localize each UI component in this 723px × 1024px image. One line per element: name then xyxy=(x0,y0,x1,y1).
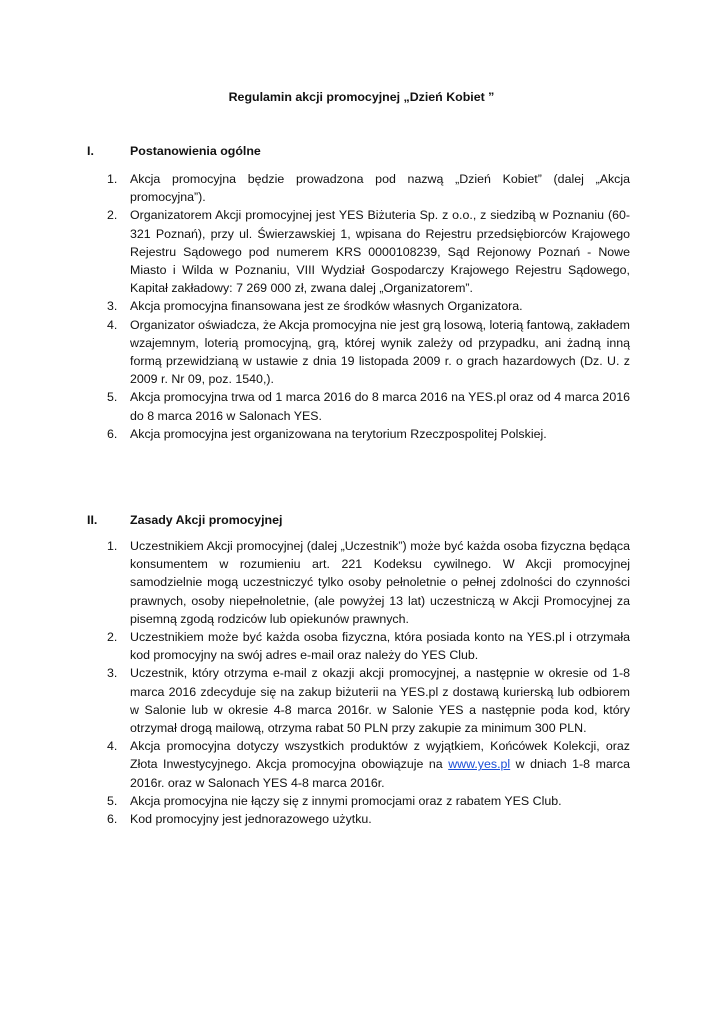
list-item-text: Organizatorem Akcji promocyjnej jest YES Biżuteria Sp. z o.o., z siedzibą w Poznaniu (60-321 Poznań), przy ul. Świerzawskiej 1, wpisana do Rejestru przedsiębiorców Krajowego Rejestru Sądowego pod numerem KRS 0000108239, Sąd Rejonowy Poznań - Nowe Miasto i Wilda w Poznaniu, VIII Wydział Gospodarczy Krajowego Rejestru Sądowego, Kapitał zakładowy: 7 269 000 zł, zwana dalej „Organizatorem”. xyxy=(130,208,630,296)
list-item xyxy=(102,388,630,424)
list-marker: 2. xyxy=(107,208,118,223)
list-item-text: Akcja promocyjna trwa od 1 marca 2016 do 8 marca 2016 na YES.pl oraz od 4 marca 2016 do 8 marca 2016 w Salonach YES. xyxy=(130,390,630,423)
list-item-text xyxy=(130,737,630,792)
list-item xyxy=(102,537,630,628)
list-item-text-after-link: w dniach 1-8 marca 2016r. oraz w Salonach YES 4-8 marca 2016r. xyxy=(130,757,630,790)
list-item-text: Akcja promocyjna jest organizowana na terytorium Rzeczpospolitej Polskiej. xyxy=(130,426,547,441)
list-item-text: Akcja promocyjna finansowana jest ze środków własnych Organizatora. xyxy=(130,299,523,314)
list-item xyxy=(102,664,630,737)
list-item xyxy=(102,297,630,315)
list-item xyxy=(102,170,630,206)
section-number: II. xyxy=(87,513,98,527)
list-marker: 5. xyxy=(107,793,118,808)
list-marker: 3. xyxy=(107,299,118,314)
list-item-text: Kod promocyjny jest jednorazowego użytku. xyxy=(130,812,372,827)
general-provisions-list xyxy=(102,170,630,443)
list-marker: 2. xyxy=(107,630,118,645)
list-marker: 4. xyxy=(107,739,118,754)
list-item xyxy=(102,425,630,443)
section-heading-promotion-rules xyxy=(87,511,282,529)
section-title: Postanowienia ogólne xyxy=(130,144,261,158)
list-item-text: Organizator oświadcza, że Akcja promocyjna nie jest grą losową, loterią fantową, zakładem wzajemnym, loterią promocyjną, grą, której wynik zależy od przypadku, ani żadną inną formą przewidzianą w ustawie z dnia 19 listopada 2009 r. o grach hazardowych (Dz. U. z 2009 r. Nr 09, poz. 1540,). xyxy=(130,317,630,387)
list-item xyxy=(102,792,630,810)
list-item-text: Akcja promocyjna nie łączy się z innymi promocjami oraz z rabatem YES Club. xyxy=(130,793,562,808)
list-item-text-before-link: Akcja promocyjna dotyczy wszystkich produktów z wyjątkiem, Końcówek Kolekcji, oraz Złota Inwestycyjnego. Akcja promocyjna obowiązuje na xyxy=(130,739,630,772)
list-marker: 6. xyxy=(107,812,118,827)
section-heading-general-provisions xyxy=(87,142,261,160)
list-item xyxy=(102,206,630,297)
list-item xyxy=(102,628,630,664)
list-marker: 4. xyxy=(107,317,118,332)
list-item xyxy=(102,810,630,828)
list-marker: 6. xyxy=(107,426,118,441)
yes-website-link[interactable]: www.yes.pl xyxy=(448,757,511,772)
list-marker: 1. xyxy=(107,539,118,553)
section-title: Zasady Akcji promocyjnej xyxy=(130,513,283,527)
document-title: Regulamin akcji promocyjnej „Dzień Kobiet ” xyxy=(228,90,495,104)
list-item-text: Uczestnik, który otrzyma e-mail z okazji akcji promocyjnej, a następnie w okresie od 1-8 marca 2016 zdecyduje się na zakup biżuterii na YES.pl z dostawą kurierską lub odbiorem w Salonie lub w okresie 4-8 marca 2016r. w Salonie YES a następnie poda kod, który otrzymał drogą mailową, otrzyma rabat 50 PLN przy zakupie za minimum 300 PLN. xyxy=(130,666,630,736)
list-marker: 5. xyxy=(107,390,118,405)
list-item xyxy=(102,737,630,792)
promotion-rules-list xyxy=(102,537,630,828)
list-item-text: Uczestnikiem Akcji promocyjnej (dalej „Uczestnik”) może być każda osoba fizyczna będąca konsumentem w rozumieniu art. 221 Kodeksu cywilnego. W Akcji promocyjnej samodzielnie mogą uczestniczyć tylko osoby pełnoletnie o pełnej zdolności do czynności prawnych, osoby niepełnoletnie, (ale powyżej 13 lat) uczestniczą w Akcji Promocyjnej za pisemną zgodą rodziców lub opiekunów prawnych. xyxy=(130,539,630,626)
list-item xyxy=(102,316,630,389)
list-item-text: Akcja promocyjna będzie prowadzona pod nazwą „Dzień Kobiet” (dalej „Akcja promocyjna”). xyxy=(130,172,630,205)
list-marker: 1. xyxy=(107,172,118,186)
list-item-text: Uczestnikiem może być każda osoba fizyczna, która posiada konto na YES.pl i otrzymała kod promocyjny na swój adres e-mail oraz należy do YES Club. xyxy=(130,630,630,663)
section-number: I. xyxy=(87,144,94,158)
list-marker: 3. xyxy=(107,666,118,681)
